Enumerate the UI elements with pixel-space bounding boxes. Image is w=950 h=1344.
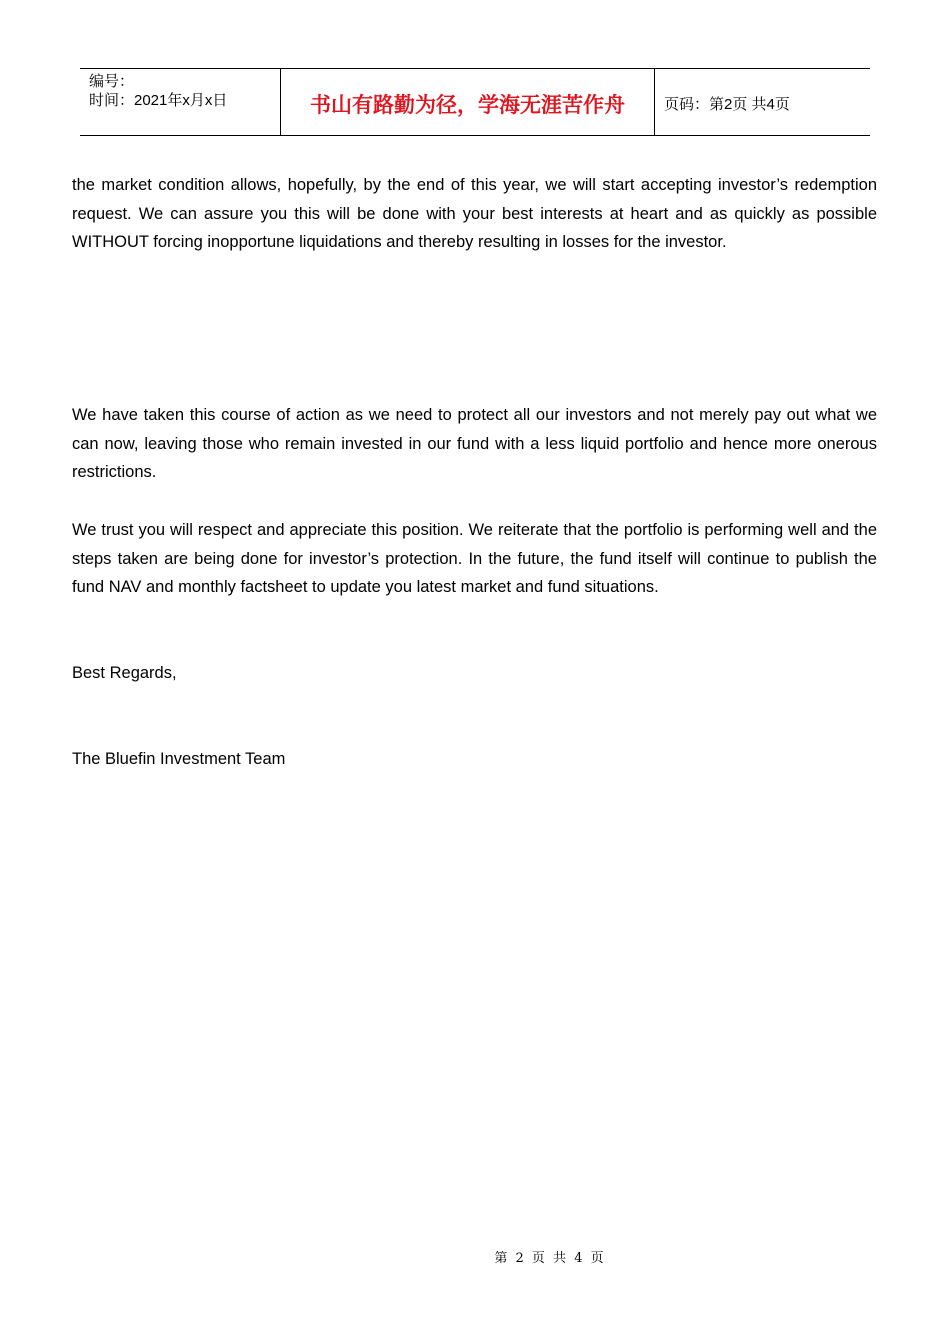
page-footer: 第 2 页 共 4 页 <box>494 1251 606 1266</box>
header-motto: 书山有路勤为径，学海无涯苦作舟 <box>281 69 655 135</box>
time-label: 时间：2021年x月x日 <box>89 92 228 109</box>
page-header <box>80 68 870 136</box>
header-page-number: 页码：第2页 共4页 <box>664 95 790 113</box>
paragraph-2: We have taken this course of action as we need to protect all our investors and not merely pay out what we can now, leaving those who remain invested in our fund with a less liquid portfolio and hence more onerous restrictions. <box>72 406 877 482</box>
header-meta-cell <box>80 69 281 135</box>
closing-regards: Best Regards, <box>72 664 177 682</box>
paragraph-1: the market condition allows, hopefully, by the end of this year, we will start accepting investor’s redemption request. We can assure you this will be done with your best interests at heart and as quickly as possible WITHOUT forcing inopportune liquidations and thereby resulting in losses for the investor. <box>72 176 877 252</box>
paragraph-3: We trust you will respect and appreciate this position. We reiterate that the portfolio is performing well and the steps taken are being done for investor’s protection. In the future, the fund itself will continue to publish the fund NAV and monthly factsheet to update you latest market and fund situations. <box>72 521 877 597</box>
signature: The Bluefin Investment Team <box>72 750 286 768</box>
number-label: 编号： <box>89 73 135 90</box>
